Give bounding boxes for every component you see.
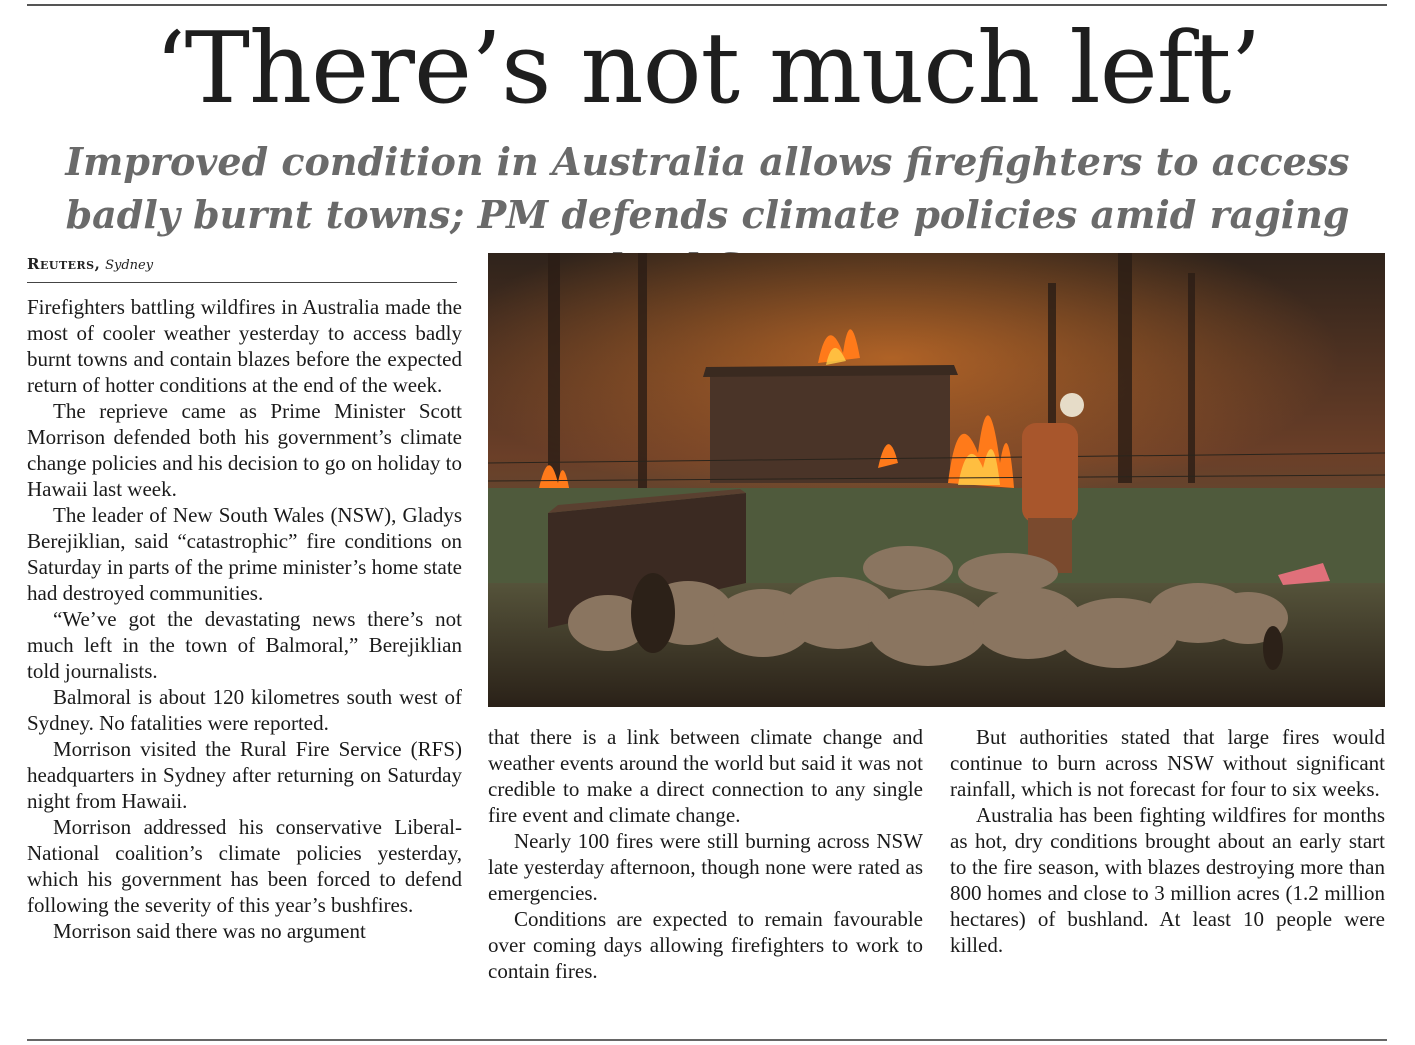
bottom-rule (27, 1039, 1387, 1041)
article-column-1 (27, 294, 462, 944)
paragraph: “We’ve got the devastating news there’s not much left in the town of Balmoral,” Berejiklian told journalists. (27, 607, 462, 683)
article-column-3 (950, 724, 1385, 958)
paragraph: Firefighters battling wildfires in Australia made the most of cooler weather yesterday to access badly burnt towns and contain blazes before the expected return of hotter conditions at the end of the week. (27, 295, 462, 397)
paragraph: Morrison said there was no argument (53, 919, 366, 943)
paragraph: Australia has been fighting wildfires for months as hot, dry conditions brought about an early start to the fire season, with blazes destroying more than 800 homes and close to 3 million acres (1.2 million hectares) of bushland. At least 10 people were killed. (950, 803, 1385, 957)
paragraph: Nearly 100 fires were still burning across NSW late yesterday afternoon, though none were rated as emergencies. (488, 829, 923, 905)
byline (27, 254, 457, 283)
paragraph: The leader of New South Wales (NSW), Gladys Berejiklian, said “catastrophic” fire conditions on Saturday in parts of the prime minister’s home state had destroyed communities. (27, 503, 462, 605)
paragraph: The reprieve came as Prime Minister Scott Morrison defended both his government’s climate change policies and his decision to go on holiday to Hawaii last week. (27, 399, 462, 501)
subheadline: Improved condition in Australia allows firefighters to access badly burnt towns; PM defends climate policies amid raging (65, 139, 1350, 237)
paragraph: Conditions are expected to remain favourable over coming days allowing firefighters to work to contain fires. (488, 907, 923, 983)
top-rule (27, 4, 1387, 6)
headline: ‘There’s not much left’ (154, 12, 1261, 126)
article-column-2 (488, 724, 923, 984)
paragraph: Morrison visited the Rural Fire Service (RFS) headquarters in Sydney after returning on Saturday night from Hawaii. (27, 737, 462, 813)
news-photo-bushfire-sheep (488, 253, 1385, 707)
byline-city: Sydney (105, 258, 154, 273)
byline-agency: Reuters, (27, 255, 101, 273)
paragraph: Balmoral is about 120 kilometres south west of Sydney. No fatalities were reported. (27, 685, 462, 735)
paragraph: that there is a link between climate change and weather events around the world but said it was not credible to make a direct connection to any single fire event and climate change. (488, 725, 923, 827)
paragraph: Morrison addressed his conservative Liberal-National coalition’s climate policies yesterday, which his government has been forced to defend following the severity of this year’s bushfires. (27, 815, 462, 917)
paragraph: But authorities stated that large fires would continue to burn across NSW without significant rainfall, which is not forecast for four to six weeks. (950, 725, 1385, 801)
